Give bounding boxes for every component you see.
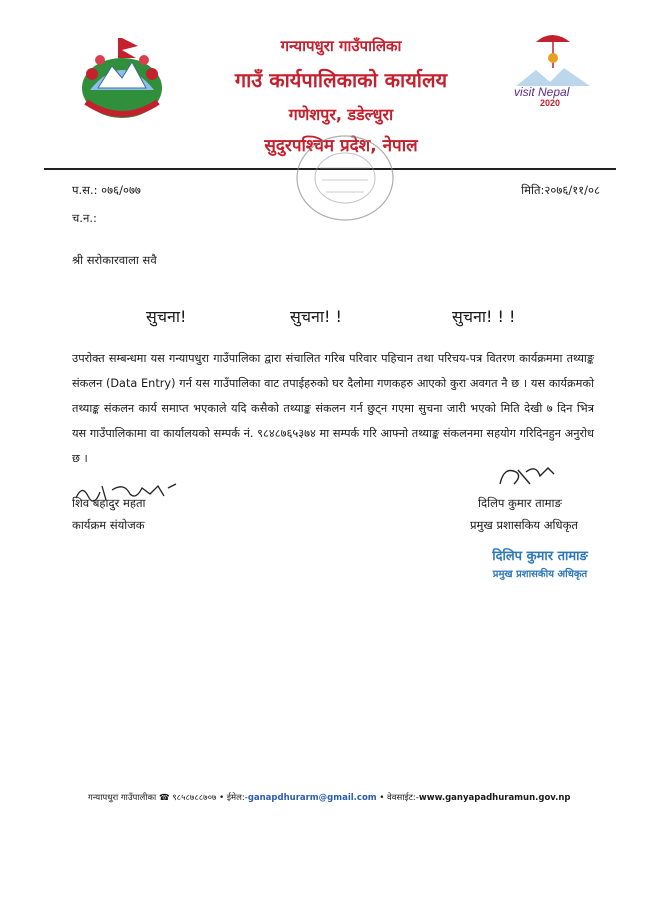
svg-text:2020: 2020 <box>540 98 561 108</box>
office-seal-stamp <box>290 128 400 228</box>
right-signatory-name: दिलिप कुमार तामाङ <box>478 496 562 510</box>
stamp-name: दिलिप कुमार तामाङ <box>492 549 588 564</box>
recipient: श्री सरोकारवाला सवै <box>72 253 157 267</box>
office-name: गाउँ कार्यपालिकाको कार्यालय <box>234 68 448 92</box>
dispatch-number: च.न.: <box>72 211 97 225</box>
footer-web-label: • वेवसाईट:- <box>379 793 419 803</box>
stamp-designation: प्रमुख प्रशासकीय अधिकृत <box>492 569 588 580</box>
right-signature <box>496 462 558 490</box>
footer-org: गन्यापधुरा गाउँपालीका <box>88 793 157 803</box>
body-paragraph-1: उपरोक्त सम्बन्धमा यस गन्यापधुरा गाउँपालिका द्वारा संचालित गरिब परिवार पहिचान तथा परिचय-पत्र वितरण कार्यक्रममा तथ्याङ्क संकलन (Data Entry) गर्न यस गाउँपालिका वाट तपाईहरुको घर दैलोमा गणकहरु आएको कुरा अवगत नै छ । <box>72 352 594 390</box>
nepal-emblem-logo <box>72 30 172 128</box>
notice-body <box>72 346 594 471</box>
letter-date: मिति:२०७६/११/०८ <box>521 183 600 197</box>
footer-phone: ☎ ९८५८७८८७०७ <box>158 793 217 803</box>
reference-number: प.स.: ०७६/०७७ <box>72 183 141 197</box>
office-location: गणेशपुर, डडेल्धुरा <box>288 105 394 124</box>
left-signatory-role: कार्यक्रम संयोजक <box>72 518 145 532</box>
footer-contact <box>88 792 571 803</box>
svg-text:visit Nepal: visit Nepal <box>514 85 570 99</box>
footer-website-link[interactable]: www.ganyapadhuramun.gov.np <box>418 793 571 803</box>
notice-heading: सुचना! <box>146 307 187 326</box>
left-signatory-name: शिव बहादुर महता <box>72 496 146 510</box>
municipality-name: गन्यापधुरा गाउँपालिका <box>280 37 402 55</box>
notice-heading: सुचना! ! <box>290 307 342 326</box>
right-signatory-role: प्रमुख प्रशासकिय अधिकृत <box>470 518 578 532</box>
footer-email-link[interactable]: ganapdhurarm@gmail.com <box>247 793 377 803</box>
officer-name-stamp <box>480 546 600 580</box>
notice-heading: सुचना! ! ! <box>452 307 516 326</box>
body-paragraph-2: यस कार्यक्रमको तथ्याङ्क संकलन कार्य समाप्त भएकाले यदि कसैको तथ्याङ्क संकलन गर्न छुट्न गएमा सुचना जारी भएको मिति देखी ७ दिन भित्र यस गाउँपालिकामा वा कार्यालयको सम्पर्क नं. ९८४८७६५३७४ मा सम्पर्क गरि आफ्नो तथ्याङ्क संकलनमा सहयोग गरिदिनहुन अनुरोध छ । <box>72 377 595 465</box>
footer-email-label: • ईमेल:- <box>219 793 248 803</box>
province-country: सुदुरपश्चिम प्रदेश, नेपाल <box>264 136 418 156</box>
